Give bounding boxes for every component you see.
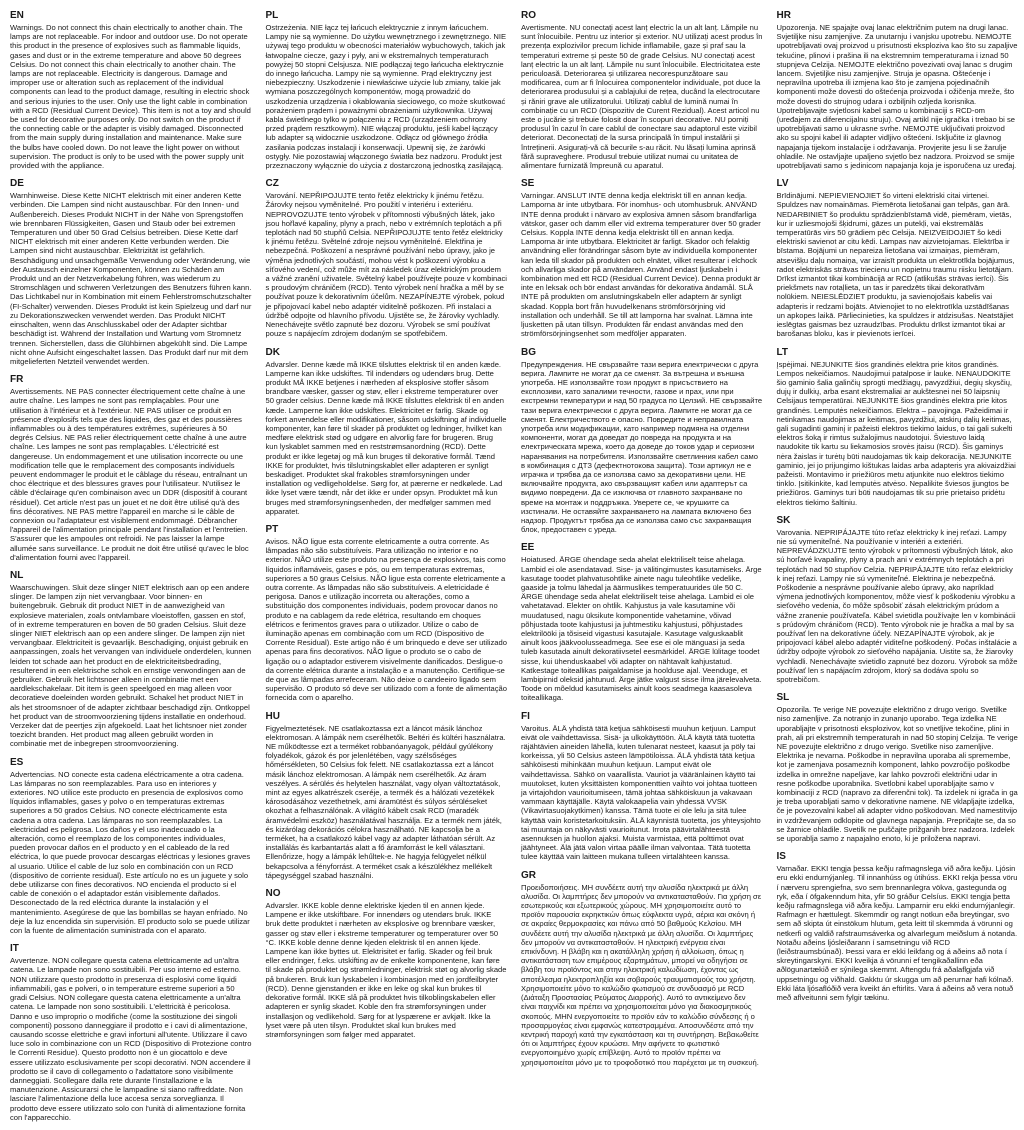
warning-section-pl: [266, 10, 508, 170]
column-1: [10, 10, 252, 1130]
language-code: BG: [521, 346, 536, 358]
warning-text: Ostrzeżenia. NIE łącz tej łańcuch elektrycznie z innym łańcuchem. Lampy nie są wymienne. Do użytku wewnętrznego i zewnętrznego. NIE używaj tego produktu w obecności materiałów wybuchowych, takich jak łatwopalne ciecze, gazy i pyły, ani w ekstremalnych temperaturach powyżej 50 stopni Celsjusza. NIE podłączaj tego łańcucha elektrycznie do innego łańcucha. Lampy nie są wymienne. Prąd elektryczny jest niebezpieczny. Uszkodzenie i niewłaściwe użycie lub zmiany, takie jak wymiana poszczególnych komponentów, mogą prowadzić do uszkodzenia urządzenia i okablowania sieciowego, co może skutkować porażeniem prądem i poważnymi obrażeniami użytkownika. Używaj kabla świetlnego tylko w połączeniu z RCD (urządzeniem ochrony przed prądem resztkowym). NIE włączaj produktu, jeśli kabel łączący lub adapter są widocznie uszkodzone. Odłącz od głównego źródła zasilania podczas instalacji i konserwacji. Upewnij się, że żarówki ostygły. Nie pozostawiaj włączonego światła bez nadzoru. Produkt jest przeznaczony wyłącznie do użycia z dostarczoną jednostką zasilającą.: [265, 23, 507, 171]
language-code: NO: [265, 888, 281, 900]
warning-text: Warnings. Do not connect this chain electrically to another chain. The lamps are not replaceable. For indoor and outdoor use. Do not operate this product in the presence of explosives such as flammable liquids, gases and dust or in the extreme temperature and above 50 degrees Celsius. Do not connect this chain electrically to another chain. The lamps are not replaceable. Electricity is dangerous. Damage and improper use or alteration such as replacement of the individual components can lead to the product damage, resulting in electric shock and serious injuries to the user. Only use the light cable in combination with a RCD (Residual Current Device). This item is not a toy and should be used for decorative purposes only. Do not switch on the product if the connecting cable or the adapter is visibly damaged. Disconnected from the main supply during installation and maintenance. Make sure the bulbs have cooled down. Do not leave the light power on without supervision. The product is only to be used with the power supply unit provided with the appliance.: [10, 23, 251, 171]
warning-text: Avertissements. NE PAS connecter électriquement cette chaîne à une autre chaîne. Les lampes ne sont pas remplaçables. Pour une utilisation à l'intérieur et à l'extérieur. NE PAS utiliser ce produit en présence d'explosifs tels que des liquides, des gaz et des poussières inflammables ou à des températures extrêmes, supérieures à 50 degrés Celsius. NE PAS relier électriquement cette chaîne à une autre chaîne. Les lampes ne sont pas remplaçables. L'électricité est dangereuse. Un endommagement et une utilisation incorrecte ou une modification telle que le remplacement des composants individuels peuvent endommager le produit et le câblage du réseau, entraînant un choc électrique et des blessures graves pour l'utilisateur. N'utilisez le câble d'éclairage qu'en combinaison avec un DDR (dispositif à courant résiduel). Cet article n'est pas un jouet et ne doit être utilisé qu'à des fins décoratives. NE PAS mettre l'appareil en marche si le câble de connexion ou l'adaptateur est visiblement endommagé. Débrancher l'appareil de l'alimentation principale pendant l'installation et l'entretien. S'assurer que les ampoules ont refroidi. Ne pas laisser la lampe allumée sans surveillance. Le produit ne doit être utilisé qu'avec le bloc d'alimentation fourni avec l'appareil.: [10, 387, 249, 562]
language-code: EE: [521, 542, 535, 554]
warning-section-hu: [266, 711, 508, 880]
warning-section-it: [10, 943, 252, 1122]
warning-section-fi: [521, 711, 763, 862]
column-4: [777, 10, 1019, 1130]
warning-section-cz: [266, 178, 508, 338]
warning-text: Varnaðar. EKKI tengja þessa keðju rafmagnslega við aðra keðju. Ljósin eru ekki endurnýjanleg. Til innanhúss og útihúss. EKKI rekja þessa vöru í nærveru sprengiefna, svo sem brennanlegra vökva, gastegunda og ryk, eða í öfgakenndum hita, yfir 50 gráður Celsíus. EKKI tengja þetta keðju rafmagnslega við aðra keðju. Lamparnir eru ekki endurnýjanlegir. Rafmagn er hættulegt. Skemmdir og rangt notkun eða breytingar, svo sem að skipta út einstökum hlutum, geta leitt til skemmda á vörunni og netkerfi og valdið rafstraumsáverka og alvarlegum meiðslum á notanda. Notaðu aðeins ljósleiðarann í samsetningu við RCD (leiðstraumsbúnað). Þessi vara er ekki leikfang og á aðeins að nota í skreytingarskyni. EKKI kveikja á vörunni ef tengikaðallinn eða aðlögunartækið er sýnilega skemmt. Aftengdu frá aðalaflgjafa við uppsetningu og viðhald. Gakktu úr skugga um að perurnar hafi kólnað. Ekki láta ljósaflóðið vera kveikt án eftirlits. Vara á aðeins að vera notuð með aflveitunni sem fylgir tækinu.: [776, 864, 1018, 1003]
warning-text: Waarschuwingen. Sluit deze slinger NIET elektrisch aan op een andere slinger. De lampen zijn niet vervangbaar. Voor binnen- en buitengebruik. Gebruik dit product NIET in de aanwezigheid van explosieve materialen, zoals ontvlambare vloeistoffen, gassen en stof, of in extreme temperaturen en boven de 50 graden Celsius. Sluit deze slinger NIET elektrisch aan op een andere slinger. De lampen zijn niet vervangbaar. Elektriciteit is gevaarlijk. Beschadiging, onjuist gebruik en aanpassingen, zoals het vervangen van individuele onderdelen, kunnen leiden tot schade aan het product en de elektriciteitsbedrading, resulterend in een elektrische schok en ernstige verwondingen aan de gebruiker. Gebruik het lichtsnoer alleen in combinatie met een aardlekschakelaar. Dit item is geen speelgoed en mag alleen voor decoratieve doeleinden worden gebruikt. Schakel het product NIET in als het stroomsnoer of de adapter zichtbaar beschadigd zijn. Ontkoppel het product van de stroomvoorziening tijdens installatie en onderhoud. Verzeker dat de peertjes zijn afgekoeld. Laat het lichtsnoer niet zonder toezicht branden. Het product mag alleen gebruikt worden in combinatie met de inbegrepen stroomvoorziening.: [10, 582, 252, 749]
language-code: FI: [521, 710, 530, 722]
warning-text: Varování. NEPŘIPOJUJTE tento řetěz elektricky k jinému řetězu. Žárovky nejsou vyměnitelné. Pro použití v interiéru i exteriéru. NEPROVOZUJTE tento výrobek v přítomnosti výbušných látek, jako jsou hořlavé kapaliny, plyny a prach, nebo v extrémních teplotách a při teplotách nad 50 stupňů Celsia. NEPŘIPOJUJTE tento řetěz elektricky k jinému řetězu. Světelné zdroje nejsou vyměnitelné. Elektřina je nebezpečná. Poškození a nesprávné používání nebo úpravy, jako je výměna jednotlivých součástí, mohou vést k poškození výrobku a síťového vedení, což může mít za následek úraz elektrickým proudem a vážné zranění uživatele. Světelný kabel používejte pouze v kombinaci s proudovým chráničem (RCD). Tento výrobek není hračka a měl by se používat pouze k dekorativním účelům. NEZAPÍNEJTE výrobek, pokud je připojovací kabel nebo adaptér viditelně poškozen. Při instalaci a údržbě odpojte od hlavního přívodu. Ujistěte se, že žárovky vychladly. Nenechávejte světlo zapnuté bez dozoru. Výrobek se smí používat pouze s napájecím zdrojem dodaným se spotřebičem.: [265, 191, 507, 339]
language-code: LV: [776, 178, 789, 190]
warning-section-es: [10, 757, 252, 936]
language-code: SE: [521, 178, 535, 190]
language-code: ES: [10, 756, 24, 768]
language-code: HU: [265, 710, 280, 722]
warning-section-pt: [266, 524, 508, 703]
warning-text: Figyelmeztetések. NE csatlakoztassa ezt a láncot másik lánchoz elektromosan. A lámpák nem cserélhetők. Beltéri és kültéri használatra. NE működtesse ezt a terméket robbanóanyagok, például gyúlékony folyadékok, gázok és por jelenlétében, vagy szélsőséges hőmérsékleten, 50 Celsius fok felett. NE csatlakoztassa ezt a láncot másik lánchoz elektromosan. A lámpák nem cserélhetők. Az áram veszélyes. A sérülés és helytelen használat, vagy olyan változtatások, mint az egyes alkatrészek cseréje, a termék és a hálózati vezetékek károsodásához vezethetnek, ami áramütést és súlyos sérüléseket okozhat a felhasználónak. A világító kábelt csak RCD (maradék áramvédelmi eszköz) használatával használja. Ez a termék nem játék, és kizárólag dekorációs célokra használható. NE kapcsolja be a terméket, ha a csatlakozó kábel vagy az adapter láthatóan sérült. Az installálás és karbantartás alatt a fő áramforrást le kell választani. Ellenőrizze, hogy a lámpák lehűltek-e. Ne hagyja felügyelet nélkül bekapcsolva a fényforrást. A terméket csak a készülékhez mellékelt tápegységgel szabad használni.: [265, 723, 506, 880]
warning-section-bg: [521, 347, 763, 535]
warning-text: Upozorenja. NE spajajte ovaj lanac električnim putem na drugi lanac. Svjetiljke nisu zamjenjive. Za unutarnju i vanjsku upotrebu. NEMOJTE upotrebljavati ovaj proizvod u prisutnosti eksploziva kao što su zapaljive tekućine, plinovi i prašina ili na ekstremnim temperaturama i iznad 50 stupnjeva Celzija. NEMOJTE električno povezivati ovaj lanac s drugim lancem. Svjetiljke nisu zamjenjive. Struja je opasna. Oštećenje i nepravilna upotreba ili izmjena kao što je zamjena pojedinačnih komponenti može dovesti do oštećenja proizvoda i ožičenja mreže, što može dovesti do strujnog udara i ozbiljnih ozljeda korisnika. Upotrebljavajte svjetlosni kabel samo u kombinaciji s RCD-om (uređajem za diferencijalnu struju). Ovaj artikl nije igračka i trebao bi se upotrebljavati samo u ukrasne svrhe. NEMOJTE uključivati proizvod ako su spojni kabel ili adapter vidljivo oštećeni. Isključite iz glavnog napajanja tijekom instalacije i održavanja. Provjerite jesu li se žarulje ohladile. Ne ostavljajte upaljeno svjetlo bez nadzora. Proizvod se smije upotrebljavati samo s jedinicom napajanja koja je isporučena uz uređaj.: [776, 23, 1018, 171]
warning-text: Προειδοποιήσεις. ΜΗ συνδέετε αυτή την αλυσίδα ηλεκτρικά με άλλη αλυσίδα. Οι λαμπτήρες δεν μπορούν να αντικατασταθούν. Για χρήση σε εσωτερικούς και εξωτερικούς χώρους. ΜΗ χρησιμοποιείτε αυτό το προϊόν παρουσία εκρηκτικών όπως εύφλεκτα υγρά, αέρια και σκόνη ή σε ακραίες θερμοκρασίες και πάνω από 50 βαθμούς Κελσίου. ΜΗ συνδέετε αυτή την αλυσίδα ηλεκτρικά με άλλη αλυσίδα. Οι λαμπτήρες δεν μπορούν να αντικατασταθούν. Η ηλεκτρική ενέργεια είναι επικίνδυνη. Η βλάβη και η ακατάλληλη χρήση ή αλλοίωση, όπως η αντικατάσταση των επιμέρους εξαρτημάτων, μπορεί να οδηγήσει σε βλάβη του προϊόντος και στην ηλεκτρική καλωδίωση, έχοντας ως αποτέλεσμα ηλεκτροπληξία και σοβαρούς τραυματισμούς του χρήστη. Χρησιμοποιείτε μόνο το καλώδιο φωτισμού σε συνδυασμό με RCD (Διάταξη Προστασίας Ρεύματος Διαρροής). Αυτό το αντικείμενο δεν είναι παιχνίδι και πρέπει να χρησιμοποιείται μόνο για διακοσμητικούς σκοπούς. ΜΗΝ ενεργοποιείτε το προϊόν εάν το καλώδιο σύνδεσης ή ο προσαρμογέας είναι εμφανώς κατεστραμμένα. Αποσυνδέστε από την κεντρική παροχή κατά την εγκατάσταση και τη συντήρηση. Βεβαιωθείτε ότι οι λαμπτήρες έχουν κρυώσει. Μην αφήνετε το φωτιστικό ενεργοποιημένο χωρίς επίβλεψη. Αυτό το προϊόν πρέπει να χρησιμοποιείται μόνο με το τροφοδοτικό που παρέχεται με τη συσκευή.: [521, 882, 762, 1067]
language-code: PL: [265, 10, 279, 21]
language-code: GR: [521, 869, 536, 881]
language-code: IT: [10, 943, 19, 955]
warning-section-no: [266, 888, 508, 1039]
warning-section-en: [10, 10, 252, 170]
warning-text: Varoitus. ÄLÄ yhdistä tätä ketjua sähköisesti muuhun ketjuun. Lamput eivät ole vaihdettavissa. Sisä- ja ulkokäyttöön. ÄLÄ käytä tätä tuotetta räjähtävien aineiden lähellä, kuten tulenarat nesteet, kaasut ja pöly tai korkeissa, yli 50 Celsius asteen lämpötiloissa. ÄLÄ yhdistä tätä ketjua sähköisesti mihinkään muuhun ketjuun. Lamput eivät ole vaihdettavissa. Sähkö on vaarallista. Vauriot ja vääränlainen käyttö tai muutokset, kuten yksittäisten komponenttien vaihto voi johtaa tuotteen ja virtajohdon vaurioitumiseen, tämä johtaa sähköiskuun ja vakavaan vammaan käyttäjälle. Käytä valokaapelia vain yhdessä VVSK (Vikavirtasuojakytkimen) kanssa. Tämä tuote ei ole lelu ja sitä tulee käyttää vain koristetarkoituksiin. ÄLÄ käynnistä tuotetta, jos yhteysjohto tai muuntaja on näkyvästi vaurioitunut. Irrota päävirtalähteestä asennuksen ja huollon ajaksi. Muista varmistaa, että polttimot ovat jäähtyneet. Älä jätä valon virtaa päälle ilman valvontaa. Tätä tuotetta tulee käyttää vain laitteen mukana tulleen virtalähteen kanssa.: [521, 723, 761, 862]
warning-section-gr: [521, 870, 763, 1067]
warning-text: Varovania. NEPRIPÁJAJTE túto reťaz elektricky k inej reťazi. Lampy nie sú vymeniteľné. Na používanie v interiéri a exteriéri. NEPREVÁDZKUJTE tento výrobok v prítomnosti výbušných látok, ako sú horľavé kvapaliny, plyny a prach ani v extrémnych teplotách a pri teplotách nad 50 stupňov Celzia. NEPRIPÁJAJTE túto reťaz elektricky k inej reťazi. Lampy nie sú vymeniteľné. Elektrina je nebezpečná. Poškodenie a nesprávne používanie alebo úpravy, ako napríklad výmena jednotlivých komponentov, môže viesť k poškodeniu výrobku a sieťového vedenia, čo môže spôsobiť zásah elektrickým prúdom a vážne zranenie používateľa. Kábel svietidla používajte len v kombinácii s prúdovým chráničom (RCD). Tento výrobok nie je hračka a mal by sa používať len na dekoratívne účely. NEZAPÍNAJTE výrobok, ak je pripojovací kábel alebo adaptér viditeľne poškodený. Počas inštalácie a údržby odpojte výrobok zo sieťového napájania. Uistite sa, že žiarovky vychladli. Nenechávajte svietidlo zapnuté bez dozoru. Výrobok sa môže používať len s napájacím zdrojom, ktorý sa dodáva spolu so spotrebičom.: [776, 527, 1018, 684]
warning-text: Advarsler. IKKE koble denne elektriske kjeden til en annen kjede. Lampene er ikke utskiftbare. For innendørs og utendørs bruk. IKKE bruk dette produktet i nærheten av eksplosive og brennbare væsker, gasser og støv eller i ekstreme temperaturer og temperaturer over 50 °C. IKKE koble denne denne kjeden elektrisk til en annen kjede. Lampene kan ikke byttes ut. Elektrisitet er farlig. Skader og feil bruk eller endringer, f.eks. utskifting av de enkelte komponentene, kan føre til skade på produktet og strømledninger, elektrisk støt og alvorlig skade på brukeren. Bruk kun lyskabelen i kombinasjon med en jordfeilbryter (RCD). Denne gjenstanden er ikke en leke og skal kun brukes til dekorative formål. IKKE slå på produktet hvis tilkoblingskabelen eller adapteren er synlig skadet. Koble den fra strømforsyningen under installasjon og vedlikehold. Sørg for at lyspærene er avkjølt. Ikke la lyset være på uten tilsyn. Produktet skal kun brukes med strømforsyningen som følger med apparatet.: [265, 901, 507, 1039]
warning-text: Hoiatused. ÄRGE ühendage seda ahelat elektriliselt teise ahelaga. Lambid ei ole asendatavad. Sise- ja välitingimustes kasutamiseks. Ärge kasutage toodet plahvatusohtlike ainete nagu tuleohtlike vedelike, gaaside ja tolmu lähedal ja äärmuslikes temperatuurides üle 50 C. ÄRGE ühendage seda ahelat elektriliselt teise ahelaga. Lambid ei ole vahetatavad. Elekter on ohtlik. Kahjustus ja vale kasutamine või muudatused, nagu üksikute komponentide vahetamine, võivad põhjustada toote kahjustusi ja juhtmestiku kahjustusi, põhjustades elektrilööki ja tõsiseid vigastusi kasutajale. Kasutage valguskaablit ainult koos jääkvoolusseadmega. See ese ei ole mänguasi ja seda tuleb kasutada ainult dekoratiivsetel eesmärkidel. ÄRGE lülitage toodet sisse, kui ühenduskaabel või adapter on nähtavalt kahjustatud. Katkestage toiteallikas paigaldamise ja hoolduse ajal. Veenduge, et lambipirnid oleksid jahtunud. Ärge jätke valgust sisse ilma järelevalveta. Toode on mõeldud kasutamiseks ainult koos seadmega kaasasoleva toiteallikaga.: [521, 555, 762, 703]
warning-text: Avisos. NÃO ligue esta corrente eletricamente a outra corrente. As lâmpadas não são substituíveis. Para utilização no interior e no exterior. NÃO utilize este produto na presença de explosivos, tais como líquidos inflamáveis, gases e pós, ou em temperaturas extremas, superiores a 50 graus Celsius. NÃO ligue esta corrente eletricamente a outra corrente. As lâmpadas não são substituíveis. A eletricidade é perigosa. Danos e utilização incorreta ou alterações, como a substituição dos componentes individuais, podem provocar danos no produto e na cablagem da rede elétrica, resultando em choques elétricos e ferimentos graves para o utilizador. Utilize o cabo de iluminação apenas em combinação com um RCD (Dispositivo de Corrente Residual). Este artigo não é um brinquedo e deve ser utilizado apenas para fins decorativos. NÃO ligue o produto se o cabo de ligação ou o adaptador estiverem visivelmente danificados. Desligue-o da corrente elétrica durante a instalação e a manutenção. Certifique-se de que as lâmpadas arrefeceram. Não deixe o candeeiro ligado sem supervisão. O produto só deve ser utilizado com a fonte de alimentação fornecida com o aparelho.: [265, 536, 507, 703]
warning-section-ro: [521, 10, 763, 170]
language-code: NL: [10, 569, 24, 581]
warning-text: Brīdinājumi. NEPIEVIENOJIET šo virteni elektriski citai virtenei. Spuldzes nav nomaināmas. Piemērota lietošanai gan telpās, gan ārā. NEDARBINIET šo produktu sprādzienbīstamā vidē, piemēram, vietās, kur ir uzliesmojoši šķidrumi, gāzes un putekļi, vai ekstremālās temperatūrās virs 50 grādiem pēc Celsija. NEIZVEIDOJIET šo kēdi elektriski savienot ar citu kēdi. Lampas nav aizvietojamas. Elektrība ir bīstama. Bojājumi un nepareiza lietošana vai izmaiņas, piemēram, atsevišķu daļu nomaiņa, var izraisīt produkta un elektrotīkla bojājumus, radot elektriskās strāvas triecienu un nopietnu traumu riisku lietotājam. Drīkst izmantot tikai kombinācijā ar RCD (atlikušās strāvas ierīci). Šis priekšmets nav rotaļlieta, un tas ir paredzēts tikai dekoratīvām nolūkiem. NEIESLĒDZIET produktu, ja savienojošais kabelis vai adapteris ir redzami bojāts. Atvienojiet to no elektrotīkla uzstādīšanas un apkopes laikā. Pārliecinieties, ka spuldzes ir atdzisušas. Neatstājiet ieslēgtas gaismas bez uzraudzības. Produktu drīkst izmantot tikai ar barošanas bloku, kas ir pievienots ierīcei.: [776, 191, 1015, 339]
warning-section-dk: [266, 347, 508, 516]
warning-section-fr: [10, 374, 252, 562]
language-code: DK: [265, 346, 280, 358]
language-code: SL: [776, 692, 790, 704]
warning-text: Varningar. ANSLUT INTE denna kedja elektriskt till en annan kedja. Lamporna är inte utbytbara. För inomhus- och utomhusbruk. ANVÄND INTE denna produkt i närvaro av explosiva ämnen såsom brandfarliga vätskor, gaser och damm eller vid extrema temperaturer över 50 grader Celsius. Koppla INTE denna kedja elektriskt till en annan kedja. Lamporna är inte utbytbara. Elektricitet är farligt. Skador och felaktig användning eller förändringar såsom byte av individuella komponenter kan leda till skador på produkten och elnätet, vilket resulterar i elchock och allvarliga skador på användaren. Använd endast ljuskabeln i kombination med ett RCD (Residual Current Device). Denna produkt är inte en leksak och bör endast användas för dekorativa ändamål. SLÅ INTE på produkten om anslutningskabeln eller adaptern är synligt skadad. Koppla bort från huvudelkenans strömförsörjning vid installation och underhåll. Se till att lamporna har svalnat. Lämna inte ljusketten på utan tillsyn. Produkten får endast användas med den strömförsörjningsenhet som medföljer apparaten.: [521, 191, 761, 339]
warning-section-lt: [777, 347, 1019, 507]
warning-text: Įspėjimai. NEJUNKITE šios grandinės elektra prie kitos grandinės. Lempos nekeičiamos. Naudojimui patalpose ir lauke. NENAUDOKITE šio gaminio šalia galinčių sprogti medžiagų, pavyzdžiui, degių skysčių, dujų ir dulkių, arba esant ekstremaliai ar aukštesnei nei 50 laipsnių Celsijaus temperatūrai. NEJUNKITE šios grandinės elektra prie kitos grandinės. Lemputės nekeičiamos. Elektra – pavojinga. Pažeidimai ir netinkamas naudojimas ar keitimas, pavyzdžiui, atskirų dalių keitimas, gali sugadinti gaminį ir pažeisti elektros tiekimo laidus, o tai gali sukelti elektros šoką ir rimtus sužalojimus naudotojui. Šviestuvo laidą naudokite tik kartu su liekamosios srovės įtaisu (RCD). Šis gaminys nėra žaislas ir turėtų būti naudojamas tik kaip dekoracija. NEJUNKITE gaminio, jei jo prijungimo kištukas laidas arba adapteris yra akivaizdžiai pažeisti. Montavimo ir priežiūros metu atjunkite nuo elektros tiekimo tinklo. Įsitikinkite, kad lemputės atvėso. Nepalikite šviesos įjungtos be priežiūros. Gaminys turi būti naudojamas tik su prie prietaiso pridėtu elektros tiekimo šaltiniu.: [776, 359, 1016, 507]
language-code: LT: [776, 346, 788, 358]
warning-text: Warnhinweise. Diese Kette NICHT elektrisch mit einer anderen Kette verbinden. Die Lampen sind nicht austauschbar. Für den Innen- und Außenbereich. Dieses Produkt NICHT in der Nähe von Sprengstoffen wie brennbaren Flüssigkeiten, Gasen und Staub oder bei extremen Temperaturen und über 50 Grad Celsius betreiben. Diese Kette darf NICHT elektrisch mit einer anderen Kette verbunden werden. Die Lampen sind nicht austauschbar. Elektrizität ist gefährlich. Beschädigung und unsachgemäße Verwendung oder Veränderung, wie der Austausch einzelner Komponenten, können zu Schäden am Produkt und an der Netzverkabelung führen, was wiederum zu Stromschlägen und schweren Verletzungen des Benutzers führen kann. Das Lichtkabel nur in Kombination mit einem Fehlerstromschutzschalter (FI-Schalter) verwenden. Dieses Produkt ist kein Spielzeug und darf nur zu Dekorationszwecken verwendet werden. Das Produkt NICHT einschalten, wenn das Anschlusskabel oder der Adapter sichtbar beschädigt ist. Während der Installation und Wartung vom Stromnetz trennen. Sicherstellen, dass die Glühbirnen abgekühlt sind. Die Lampe nicht ohne Aufsicht eingeschaltet lassen. Das Produkt darf nur mit dem mitgelieferten Netzteil verwendet werden.: [10, 191, 252, 366]
column-2: [266, 10, 508, 1130]
language-code: CZ: [265, 178, 279, 190]
language-code: PT: [265, 523, 279, 535]
warning-section-se: [521, 178, 763, 338]
language-code: HR: [776, 10, 791, 21]
column-3: [521, 10, 763, 1130]
warning-section-hr: [777, 10, 1019, 170]
language-code: IS: [776, 851, 786, 863]
language-code: EN: [10, 10, 24, 21]
warning-section-de: [10, 178, 252, 366]
warning-text: Avertismente. NU conectați acest lanț electric la un alt lanț. Lămpile nu sunt înlocuibile. Pentru uz interior și exterior. NU utilizați acest produs în prezența explozivilor precum lichide inflamabile, gaze și praf sau la temperaturi extreme și peste 50 de grade Celsius. NU conectați acest lanț electric la un alt lanț. Lămpile nu sunt înlocuibile. Electricitatea este periculoasă. Deteriorarea și utilizarea necorespunzătoare sau modificarea, cum ar fi înlocuirea componentelor individuale, pot duce la deteriorarea produsului și a cablajului de rețea, ducând la electrocutare și răniri grave ale utilizatorului. Utilizați cablul de lumină numai în combinație cu un RCD (Dispozitiv de Curent Rezidual). Acest articol nu este o jucărie și trebuie folosit doar în scopuri decorative. NU porniți produsul în cazul în care cablul de conectare sau adaptorul este vizibil deteriorat. Deconectați de la sursa principală în timpul instalării și întreținerii. Asigurați-vă că becurile s-au răcit. Nu lăsați lumina aprinsă fără supraveghere. Produsul trebuie utilizat numai cu unitatea de alimentare furnizată împreună cu aparatul.: [521, 23, 763, 171]
warning-section-ee: [521, 542, 763, 702]
warning-section-is: [777, 851, 1019, 1002]
warning-section-sl: [777, 692, 1019, 843]
language-code: RO: [521, 10, 536, 21]
warning-text: Предупреждения. НЕ свързвайте тази верига електрически с друга верига. Лампите не могат да се сменят. За вътрешна и външна употреба. НЕ използвайте този продукт в присъствието на експлозиви, като запалими течности, газове и прах, или при екстремни температури и над 50 градуса по Целзий. НЕ свързвайте тази верига електрически с друга верига. Лампите не могат да се сменят. Електричеството е опасно. Повредите и неправилната употреба или модификации, като например подмяна на отделни компоненти, могат да доведат до повреда на продукта и на електрическата мрежа, което да доведе до токов удар и сериозни наранявания на потребителя. Използвайте светлинния кабел само в комбинация с ДТЗ (дефектнотокова защита). Този артикул не е играчка и трябва да се използва само за декоративни цели. НЕ включвайте продукта, ако свързващият кабел или адаптерът са видимо повредени. Да се изключва от главното захранване по време на монтаж и поддръжка. Уверете се, че крушките са изстинали. Не оставяйте захранването на лампата включено без надзор. Продуктът трябва да се използва само със захранващия блок, предоставен с уреда.: [521, 359, 763, 535]
warning-text: Advarsler. Denne kæde må IKKE tilsluttes elektrisk til en anden kæde. Lamperne kan ikke udskiftes. Til indendørs og udendørs brug. Dette produkt MÅ IKKE betjenes i nærheden af eksplosive stoffer såsom brandbare væsker, gasser og støv, eller i ekstreme temperaturer over 50 grader celsius. Denne kæde må IKKE tilsluttes elektrisk til en anden kæde. Lamperne kan ikke udskiftes. Elektricitet er farlig. Skade og forkert anvendelse eller modifikationer, såsom udskiftning af individuelle komponenter, kan føre til skader på produktet og ledninger, hvilket kan medføre elektrisk stød og udgøre en alvorlig fare for brugeren. Brug kun lyskablet sammen med en reststrømsanordning (RCD). Dette produkt er ikke legetøj og må kun bruges til dekorative formål. Tænd IKKE for produktet, hvis tilslutningskablet eller adapteren er synligt beskadiget. Produktet skal frakobles strømforsyningen under installation og vedligeholdelse. Sørg for, at pærerne er nedkølede. Lad ikke lyset være tændt, når det ikke er under opsyn. Produktet må kun bruges med strømforsyningsenheden, der medfølger sammen med apparatet.: [265, 359, 507, 516]
language-code: SK: [776, 514, 791, 526]
warning-text: Opozorila. Te verige NE povezujte električno z drugo verigo. Svetilke niso zamenljive. Za notranjo in zunanjo uporabo. Tega izdelka NE uporabljajte v prisotnosti eksplozivov, kot so vnetljive tekočine, plini in prah, ali pri ekstremnih temperaturah in nad 50 stopinj Celzija. Te verige NE povezujte električno z drugo verigo. Svetilke niso zamenljive. Elektrika je nevarna. Poškodbe in nepravilna uporaba ali spremembe, kot je zamenjava posameznih komponent, lahko povzročijo poškodbe izdelka in omrežne napeljave, kar lahko povzroči električni udar in resne poškodbe uporabnika. Svetlobni kabel uporabljajte samo v kombinaciji z RCD (napravo za diferenčni tok). Ta izdelek ni igrača in ga je treba uporabljati samo v dekorativne namene. NE vklapljajte izdelka, če je povezovalni kabel ali adapter vidno poškodovan. Med namestitvijo in vzdrževanjem odklopite od glavnega napajanja. Prepričajte se, da so se žarnice ohladile. Svetilk ne puščajte prižganih brez nadzora. Izdelek se uporablja samo z napajalno enoto, ki je priložena napravi.: [776, 705, 1018, 844]
warning-text: Avvertenze. NON collegare questa catena elettricamente ad un'altra catena. Le lampade non sono sostituibili. Per uso interno ed esterno. NON utilizzare questo prodotto in presenza di esplosivi come liquidi infiammabili, gas e polveri, o in temperature estreme superiori a 50 gradi Celsius. NON collegare questa catena elettricamente a un'altra catena. Le lampade non sono sostituibili. L'elettricità è pericolosa. Danno e uso improprio o modifiche (come la sostituzione dei singoli componenti) possono danneggiare il prodotto e i cavi di alimentazione, causando scosse elettriche e gravi infortuni all'utente. Utilizzare il cavo luce solo in combinazione con un RCD (Dispositivo di Protezione contro le Correnti Residue). Questo prodotto non è un giocattolo e deve essere utilizzato esclusivamente per scopi decorativi. NON accendere il prodotto se il cavo di collegamento o l'adattatore sono visibilmente danneggiati. Scollegare dalla rete durante l'installazione e la manutenzione. Assicurarsi che le lampadine si siano raffreddate. Non lasciare l'alimentazione della luce accesa senza sorveglianza. Il prodotto deve essere utilizzato solo con l'unità di alimentazione fornita con l'apparecchio.: [10, 956, 252, 1122]
language-code: FR: [10, 374, 24, 386]
warning-section-lv: [777, 178, 1019, 338]
warning-text: Advertencias. NO conecte esta cadena eléctricamente a otra cadena. Las lámparas no son reemplazables. Para uso en interiores y exteriores. NO utilice este producto en presencia de explosivos como líquidos inflamables, gases y polvo o en temperaturas extremas superiores a 50 grados Celsius. NO conecte eléctricamente esta cadena a otra cadena. Las lámparas no son reemplazables. La electricidad es peligrosa. Los daños y el uso inadecuado o la alteración, como el reemplazo de los componentes individuales, pueden provocar daños en el producto y en el cableado de la red eléctrica, lo que puede provocar descargas eléctricas y lesiones graves al usuario. Utilice el cable de luz solo en combinación con un RCD (dispositivo de corriente residual). Este artículo no es un juguete y solo debe utilizarse con fines decorativos. NO encienda el producto si el cable de conexión o el adaptador están visiblemente dañados. Desconectado de la red eléctrica durante la instalación y el mantenimiento. Asegúrese de que las bombillas se hayan enfriado. No deje la luz encendida sin supervisión. El producto solo se puede utilizar con la fuente de alimentación suministrada con el aparato.: [10, 769, 251, 936]
warning-section-nl: [10, 570, 252, 749]
language-code: DE: [10, 178, 24, 190]
warning-section-sk: [777, 515, 1019, 684]
